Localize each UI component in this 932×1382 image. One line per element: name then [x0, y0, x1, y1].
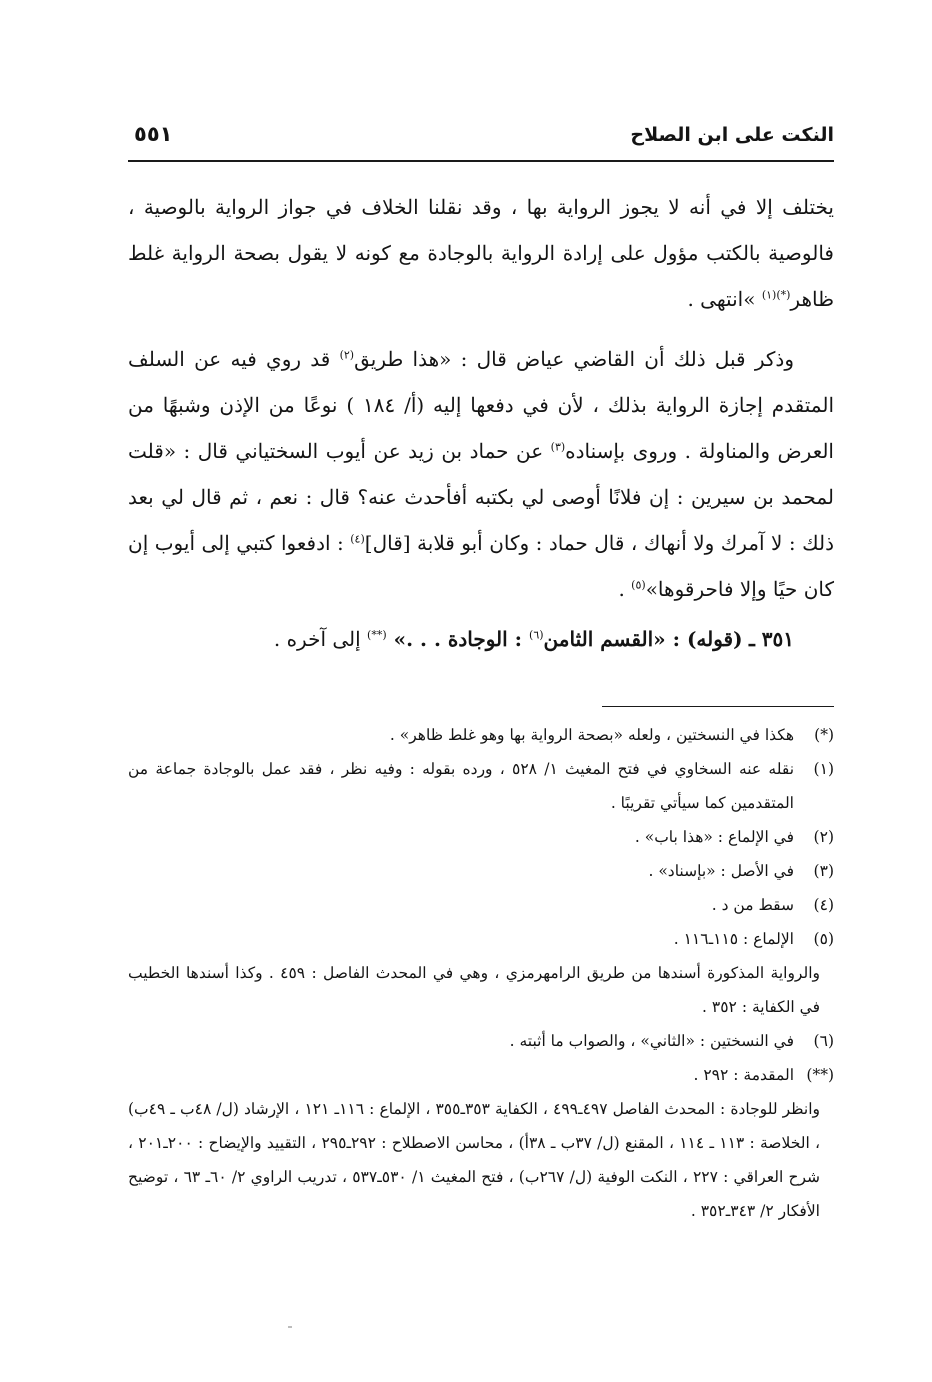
section-label-2: : الوجادة . . .»	[386, 627, 530, 651]
footnote-mark: (٦)	[813, 1032, 834, 1050]
footnote-ref-6: (٦)	[529, 628, 544, 642]
footnote-star-2	[128, 1058, 834, 1092]
footnote-text: في الأصل : «بإسناد» .	[648, 862, 794, 880]
footnote-text: في النسختين : «الثاني» ، والصواب ما أثبته .	[509, 1032, 794, 1050]
footnote-ref-star-1: (*)(١)	[761, 288, 791, 302]
paragraph-2	[128, 336, 834, 612]
scan-speck	[288, 1326, 292, 1328]
paragraph-2-part-d: : ادفعوا كتبي إلى أيوب إن كان حيًا وإلا فاحرقوها»	[128, 531, 834, 601]
footnote-mark: (*)	[814, 726, 834, 744]
page-header	[128, 118, 834, 162]
footnote-2	[128, 820, 834, 854]
paragraph-2-part-e: .	[618, 577, 632, 601]
section-heading	[128, 616, 834, 662]
paragraph-2-part-b: قد روي فيه عن السلف المتقدم إجازة الرواية بذلك ، لأن في دفعها إليه (أ/ ١٨٤ ) نوعًا من الإذن وشبهًا من العرض والمناولة . وروى بإسناده	[128, 347, 834, 463]
footnote-mark: (٣)	[813, 862, 834, 880]
page-number: ٥٥١	[134, 122, 173, 146]
footnote-mark: (٤)	[813, 896, 834, 914]
footnote-text: في الإلماع : «هذا باب» .	[634, 828, 794, 846]
footnote-mark: (١)	[813, 760, 834, 778]
section-rest: إلى آخره .	[273, 627, 368, 651]
section-number: ٣٥١ ـ	[748, 627, 794, 651]
footnote-1	[128, 752, 834, 820]
paragraph-1	[128, 184, 834, 322]
footnotes	[128, 718, 834, 1228]
footnote-text: هكذا في النسختين ، ولعله «بصحة الرواية بها وهو غلط ظاهر» .	[389, 726, 794, 744]
footnote-mark: (٢)	[813, 828, 834, 846]
footnote-text: المقدمة : ٢٩٢ .	[693, 1066, 794, 1084]
footnote-ref-5: (٥)	[631, 578, 646, 592]
footnote-star-2-continuation: وانظر للوجادة : المحدث الفاصل ٤٩٧ـ٤٩٩ ، الكفاية ٣٥٣ـ٣٥٥ ، الإلماع : ١١٦ـ ١٢١ ، الإرشاد (ل/ ٤٨ب ـ ٤٩ب) ، الخلاصة : ١١٣ ـ ١١٤ ، المقنع (ل/ ٣٧ب ـ ٣٨أ) ، محاسن الاصطلاح : ٢٩٢ـ٢٩٥ ، التقييد والإيضاح : ٢٠٠ـ٢٠١ ، شرح العراقي : ٢٢٧ ، النكت الوفية (ل/ ٢٦٧ب) ، فتح المغيث ١/ ٥٣٠ـ٥٣٧ ، تدريب الراوي ٢/ ٦٠ـ ٦٣ ، توضيح الأفكار ٢/ ٣٤٣ـ٣٥٢ .	[128, 1100, 821, 1220]
paragraph-1-line-3: بصحة الرواية غلط ظاهر	[128, 241, 834, 311]
footnote-separator	[602, 706, 834, 707]
footnote-ref-2: (٢)	[339, 348, 355, 362]
footnote-mark: (**)	[806, 1066, 834, 1084]
footnote-ref-star-2: (**)	[367, 628, 387, 642]
footnote-ref-4: (٤)	[350, 532, 365, 546]
footnote-text: سقط من د .	[711, 896, 794, 914]
running-title: النكت على ابن الصلاح	[630, 124, 834, 146]
footnote-3	[128, 854, 834, 888]
footnote-6	[128, 1024, 834, 1058]
footnote-mark: (٥)	[813, 930, 834, 948]
footnote-4	[128, 888, 834, 922]
footnote-ref-3: (٣)	[550, 440, 566, 454]
paragraph-1-line-3-end: »انتهى .	[687, 287, 762, 311]
footnote-star	[128, 718, 834, 752]
footnote-text: الإلماع : ١١٥ـ١١٦ .	[673, 930, 794, 948]
footnote-5-continuation: والرواية المذكورة أسندها من طريق الرامهرمزي ، وهي في المحدث الفاصل : ٤٥٩ . وكذا أسندها الخطيب في الكفاية : ٣٥٢ .	[128, 964, 820, 1016]
main-text	[128, 184, 834, 662]
paragraph-1-line-1: يختلف إلا في أنه لا يجوز الرواية بها ، وقد نقلنا الخلاف في جواز الرواية	[215, 195, 834, 219]
paragraph-2-part-a: وذكر قبل ذلك أن القاضي عياض قال : «هذا طريق	[354, 347, 794, 371]
section-label: (قوله) : «القسم الثامن	[543, 627, 743, 651]
footnote-5	[128, 922, 834, 956]
footnote-text: نقله عنه السخاوي في فتح المغيث ١/ ٥٢٨ ، ورده بقوله : وفيه نظر ، فقد عمل بالوجادة جماعة من المتقدمين كما سيأتي تقريبًا .	[128, 760, 795, 812]
paragraph-1-line-2: بالوصية ، فالوصية بالكتب مؤول على إرادة الرواية بالوجادة مع كونه لا يقول	[128, 195, 834, 265]
paragraph-2-part-c: عن حماد بن زيد عن أيوب السختياني قال : «قلت لمحمد بن سيرين : إن فلانًا أوصى لي بكتبه أفأحدث عنه؟ قال : نعم ، ثم قال لي بعد ذلك : لا آمرك ولا أنهاك ، قال حماد : وكان أبو قلابة [قال]	[128, 439, 834, 555]
